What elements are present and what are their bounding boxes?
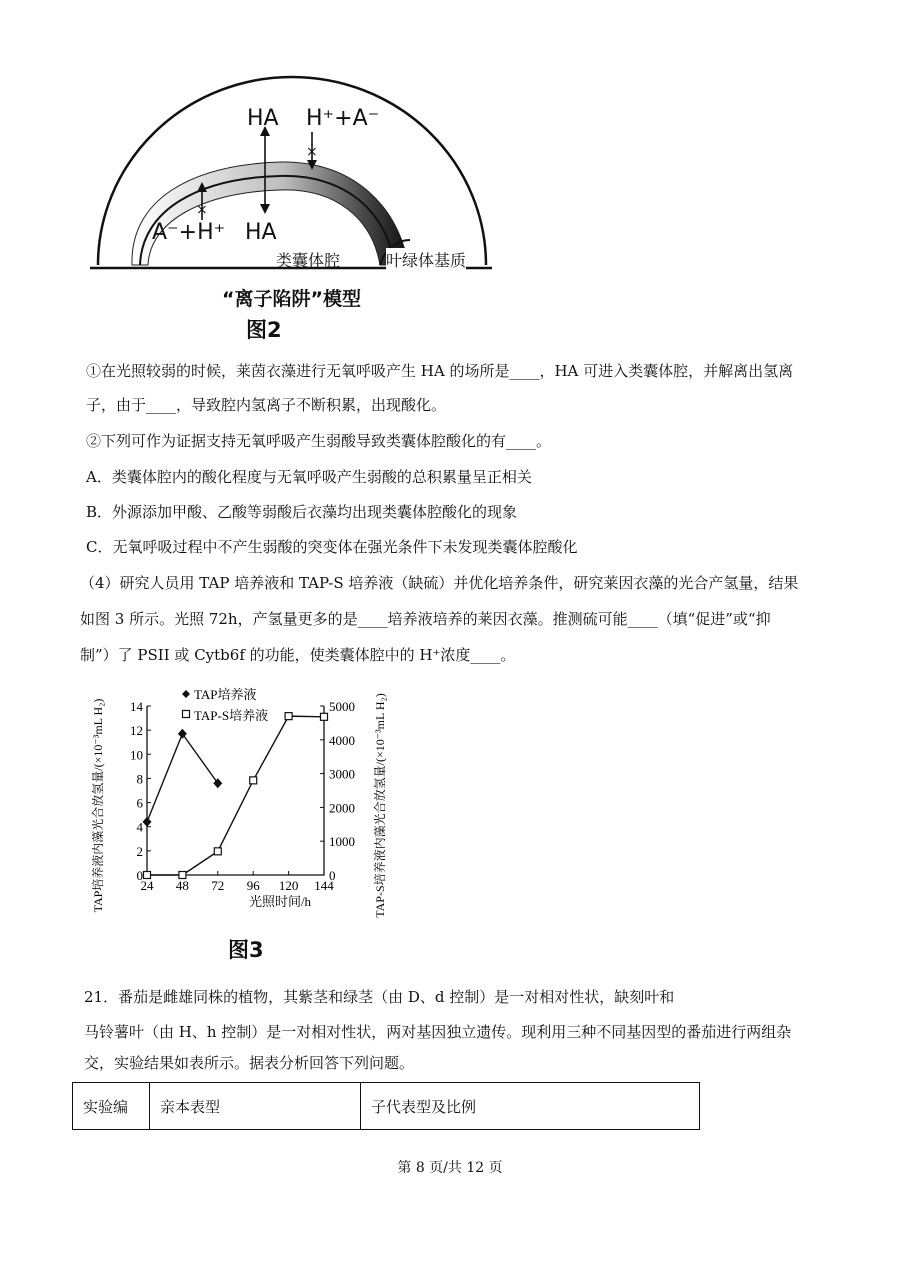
legend-label-tap: TAP培养液 [194,687,257,702]
option-b: B．外源添加甲酸、乙酸等弱酸后衣藻均出现类囊体腔酸化的现象 [86,503,518,521]
table-header-row [73,1083,700,1130]
x-tick-label: 144 [314,878,334,893]
y-left-tick-label: 12 [130,723,143,739]
question-4-line-1: （4）研究人员用 TAP 培养液和 TAP-S 培养液（缺硫）并优化培养条件，研究莱因衣藻的光合产氢量，结果 [80,574,799,592]
y-left-axis-label: TAP培养液内藻光合放氢量/(×10⁻³mL H₂) [91,698,105,913]
series-line-1 [147,734,218,822]
question-4-line-3: 制”）了 PSII 或 Cytb6f 的功能，使类囊体腔中的 H⁺浓度____。 [80,646,516,664]
legend-marker-taps [183,711,190,718]
data-point-taps [179,872,186,879]
x-tick-label: 48 [175,878,189,893]
option-c: C．无氧呼吸过程中不产生弱酸的突变体在强光条件下未发现类囊体腔酸化 [86,538,578,556]
data-point-taps [214,848,221,855]
x-axis-label: 光照时间/h [248,894,312,909]
question-2: ②下列可作为证据支持无氧呼吸产生弱酸导致类囊体腔酸化的有____。 [86,432,552,450]
figure2-caption: 图2 [246,318,282,342]
legend-marker-tap [182,690,190,698]
label-stroma: 叶绿体基质 [386,248,466,271]
label-ha-bottom: HA [245,220,277,245]
question-21-line-2: 马铃薯叶（由 H、h 控制）是一对相对性状，两对基因独立遗传。现利用三种不同基因型的番茄进行两组杂 [84,1023,792,1041]
y-left-tick-label: 14 [130,699,143,714]
y-right-tick-label: 4000 [329,732,355,748]
figure3-caption: 图3 [228,938,264,962]
label-ion-bottom: A⁻+H⁺ [152,220,226,245]
y-left-tick-label: 10 [130,747,143,763]
question-21-line-3: 交，实验结果如表所示。据表分析回答下列问题。 [84,1054,415,1072]
y-left-tick-label: 0 [136,868,143,883]
y-right-axis-label: TAP-S培养液内藻光合放氢量/(×10⁻³mL H₂) [373,693,387,918]
y-right-tick-label: 1000 [329,834,355,850]
x-tick-label: 96 [246,878,260,893]
page-footer: 第 8 页/共 12 页 [397,1160,503,1176]
y-left-tick-label: 8 [136,771,143,787]
x-tick-label: 120 [278,878,299,893]
legend-label-taps: TAP-S培养液 [194,708,269,723]
table-header-offspring: 子代表型及比例 [361,1083,700,1130]
data-point-taps [285,713,292,720]
series-line-2 [147,716,324,875]
x-tick-label: 72 [211,878,225,893]
data-point-tap [143,817,152,827]
svg-text:×: × [196,202,208,218]
y-right-tick-label: 5000 [329,699,355,714]
x-tick-label: 24 [140,878,154,893]
label-lumen: 类囊体腔 [276,251,341,270]
y-left-tick-label: 2 [136,843,143,859]
hydrogen-production-chart [80,680,420,920]
figure2-title: “离子陷阱”模型 [222,288,361,310]
y-left-tick-label: 4 [136,819,143,835]
question-4-line-2: 如图 3 所示。光照 72h，产氢量更多的是____培养液培养的莱因衣藻。推测硫可能____（填“促进”或“抑 [80,610,771,628]
table-header-experiment: 实验编 [73,1083,150,1130]
label-ha-top: HA [247,106,279,131]
y-right-tick-label: 3000 [329,766,355,782]
data-point-taps [144,872,151,879]
thylakoid-membrane [132,162,408,265]
plot-frame [147,706,324,875]
data-point-taps [321,713,328,720]
question-21-line-1: 21．番茄是雌雄同株的植物，其紫茎和绿茎（由 D、d 控制）是一对相对性状，缺刻叶和 [84,988,675,1006]
y-right-tick-label: 0 [329,868,336,883]
option-a: A．类囊体腔内的酸化程度与无氧呼吸产生弱酸的总积累量呈正相关 [86,468,532,486]
table-header-parents: 亲本表型 [150,1083,361,1130]
data-point-taps [250,777,257,784]
question-1-line-2: 子，由于____，导致腔内氢离子不断积累，出现酸化。 [86,396,447,414]
results-table [72,1082,700,1130]
y-left-tick-label: 6 [136,795,143,811]
label-ion-top: H⁺+A⁻ [306,106,380,131]
question-1-line-1: ①在光照较弱的时候，莱茵衣藻进行无氧呼吸产生 HA 的场所是____，HA 可进入类囊体腔，并解离出氢离 [86,362,794,380]
y-right-tick-label: 2000 [329,800,355,816]
svg-text:×: × [306,144,318,160]
